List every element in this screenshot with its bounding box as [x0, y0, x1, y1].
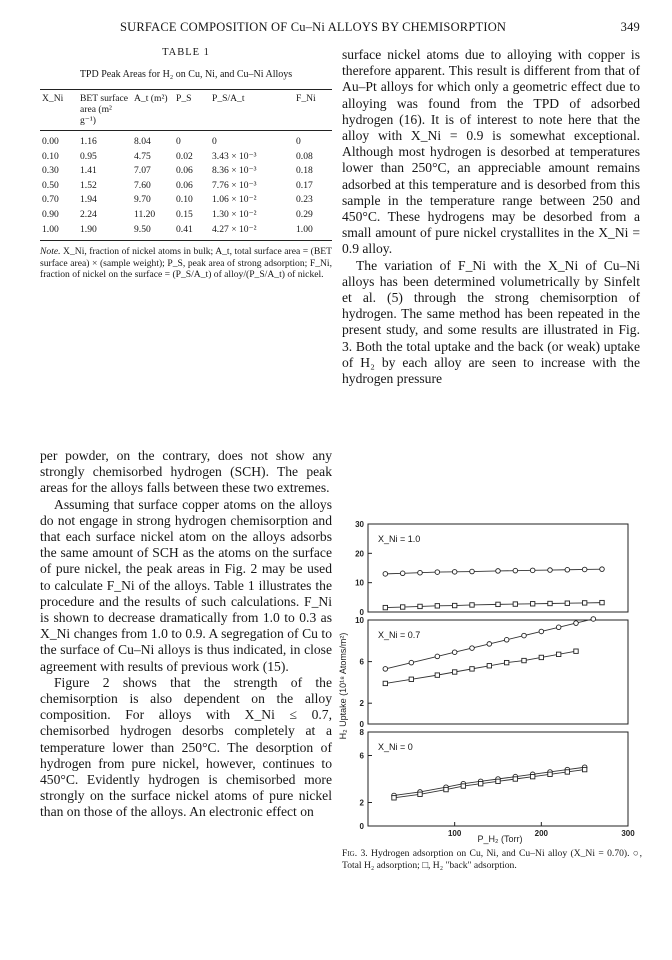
left-paragraph: Figure 2 shows that the strength of the chemisorption is also dependent on the alloy composition. For alloys with X_Ni ≤ 0.7, chemisorbed hydrogen desorbs completely at a temperature lower than 250°C. The desorption of hydrogen from pure nickel, however, continues to 450°C. Evidently hydrogen is chemisorbed more strongly on the surface nickel atoms of pure nickel than on those of the alloys. An electronic effect on [40, 674, 332, 820]
data-point-square [452, 603, 456, 607]
table-cell: 1.41 [80, 165, 97, 177]
table-cell: 1.16 [80, 136, 97, 147]
y-tick-label: 20 [355, 549, 364, 559]
data-point-square [539, 655, 543, 659]
table-caption: TPD Peak Areas for H₂ on Cu, Ni, and Cu–Ni Alloys [79, 69, 293, 80]
data-point-square [383, 605, 387, 609]
x-tick-label: 200 [534, 829, 549, 838]
data-point-circle [470, 646, 475, 651]
data-point-square [582, 601, 586, 605]
table-1 [40, 47, 332, 281]
table-cell: 11.20 [134, 208, 156, 220]
data-point-square [435, 604, 439, 608]
data-point-circle [452, 650, 457, 655]
data-point-square [548, 601, 552, 605]
data-point-square [513, 602, 517, 606]
right-paragraph: surface nickel atoms due to alloying with copper is therefore apparent. This result is different from that of Au–Pt alloys for which only a geometric effect due to alloying was found from the TPD of adsorbed hydrogen (16). It is of interest to note here that the alloy with X_Ni = 0.9 is somewhat exceptional. Although most hydrogen is desorbed at temperatures lower than 250°C, an appreciable amount remains adsorbed at this temperature and is desorbed from this sample in the temperature range between 250 and 450°C. These hydrogens may be desorbed from a small amount of pure nickel crystallites in the X_Ni = 0.9 alloy. [342, 47, 640, 257]
y-tick-label: 8 [359, 728, 364, 737]
table-row [40, 179, 332, 194]
data-point-circle [591, 617, 596, 622]
left-column [40, 448, 332, 821]
header-fni: F_Ni [296, 93, 316, 104]
data-point-square [435, 673, 439, 677]
data-point-circle [496, 569, 501, 574]
y-tick-label: 6 [359, 751, 364, 761]
data-point-square [530, 602, 534, 606]
panel-label: X_Ni = 1.0 [378, 534, 421, 544]
data-point-circle [452, 570, 457, 575]
data-point-circle [513, 568, 518, 573]
y-tick-label: 2 [359, 798, 364, 808]
table-cell: 4.75 [134, 150, 151, 162]
table-cell: 0.30 [42, 165, 59, 177]
y-tick-label: 2 [359, 699, 364, 709]
y-tick-label: 0 [359, 720, 364, 729]
data-point-square [513, 777, 517, 781]
data-point-square [496, 779, 500, 783]
data-point-circle [504, 637, 509, 642]
data-point-circle [574, 621, 579, 626]
table-cell: 0 [296, 136, 301, 147]
table-cell: 0.18 [296, 165, 313, 177]
data-point-square [418, 792, 422, 796]
table-cell: 7.07 [134, 165, 151, 177]
data-point-circle [582, 567, 587, 572]
panel-label: X_Ni = 0.7 [378, 630, 421, 640]
table-cell: 0 [176, 136, 181, 147]
figure-caption-text: Hydrogen adsorption on Cu, Ni, and Cu–Ni alloy (X_Ni = 0.70). ○, Total H₂ adsorption; □, H₂ "back" adsorption. [342, 848, 642, 871]
header-bet: BET surface area (m² g⁻¹) [80, 93, 129, 126]
left-paragraph: Assuming that surface copper atoms on the alloys do not engage in strong hydrogen chemisorption and that each surface nickel atom on the alloys adsorbs the same amount of SCH as the atoms on the surface of pure nickel, the peak areas in Fig. 2 may be used to calculate F_Ni of the alloys. Table 1 illustrates the procedure and the results of such calculations. F_Ni is shown to decrease dramatically from 1.0 to 0.3 as X_Ni changes from 1.0 to 0.9. A segregation of Cu to the surface of Cu–Ni alloys is thus indicated, in close agreement with results of previous work (15). [40, 496, 332, 674]
table-cell: 2.24 [80, 208, 97, 220]
data-point-square [418, 604, 422, 608]
y-tick-label: 0 [359, 608, 364, 617]
data-point-square [600, 600, 604, 604]
data-point-circle [565, 567, 570, 572]
data-point-circle [600, 567, 605, 572]
table-row [40, 223, 332, 241]
table-label: TABLE 1 [162, 47, 210, 58]
table-cell: 0 [212, 136, 217, 147]
table-row [40, 193, 332, 208]
header-at: A_t (m²) [134, 93, 168, 104]
data-point-square [565, 601, 569, 605]
data-point-square [409, 677, 413, 681]
table-header-row [40, 90, 332, 131]
table-cell: 0.02 [176, 150, 193, 162]
x-axis-label: P_H₂ (Torr) [477, 834, 523, 844]
data-point-square [530, 774, 534, 778]
panel-label: X_Ni = 0 [378, 742, 413, 752]
table-cell: 0.41 [176, 223, 193, 235]
data-point-circle [409, 660, 414, 665]
data-point-square [478, 782, 482, 786]
data-point-circle [383, 572, 388, 577]
table-cell: 0.90 [42, 208, 59, 220]
header-ps: P_S [176, 93, 192, 104]
table-cell: 0.08 [296, 150, 313, 162]
table-cell: 8.36 × 10⁻³ [212, 165, 257, 177]
data-point-square [470, 603, 474, 607]
data-point-square [496, 602, 500, 606]
table-cell: 1.94 [80, 194, 97, 206]
figure-caption-label: Fig. 3. [342, 848, 368, 859]
table-cell: 3.43 × 10⁻³ [212, 150, 257, 162]
figure-caption [342, 848, 642, 872]
data-point-circle [470, 569, 475, 574]
table-cell: 0.70 [42, 194, 59, 206]
y-tick-label: 6 [359, 657, 364, 667]
data-point-circle [487, 642, 492, 647]
data-point-square [504, 660, 508, 664]
x-tick-label: 300 [621, 829, 635, 838]
data-point-circle [400, 571, 405, 576]
table-cell: 1.52 [80, 179, 97, 191]
figure-3 [338, 516, 648, 846]
data-point-square [444, 787, 448, 791]
table-cell: 1.00 [42, 223, 59, 235]
table-row [40, 164, 332, 179]
table-cell: 0.17 [296, 179, 313, 191]
table-cell: 0.15 [176, 208, 193, 220]
data-point-circle [383, 667, 388, 672]
running-head-title: SURFACE COMPOSITION OF Cu–Ni ALLOYS BY CHEMISORPTION [120, 20, 507, 34]
table-row [40, 208, 332, 223]
data-point-square [392, 796, 396, 800]
data-point-circle [418, 570, 423, 575]
table-cell: 0.06 [176, 179, 193, 191]
left-paragraph: per powder, on the contrary, does not show any strongly chemisorbed hydrogen (SCH). The peak areas for the alloys falls between these two extremes. [40, 448, 332, 496]
data-point-circle [548, 568, 553, 573]
data-point-circle [539, 629, 544, 634]
table-cell: 4.27 × 10⁻² [212, 223, 257, 235]
data-point-square [452, 670, 456, 674]
table-cell: 9.70 [134, 194, 151, 206]
data-point-square [574, 649, 578, 653]
y-tick-label: 30 [355, 520, 364, 529]
table-cell: 1.00 [296, 223, 313, 235]
data-point-circle [435, 654, 440, 659]
table-cell: 0.95 [80, 150, 97, 162]
data-point-square [556, 652, 560, 656]
header-ps-at: P_S/A_t [212, 93, 245, 104]
y-tick-label: 0 [359, 822, 364, 831]
table-note [40, 246, 332, 281]
table-cell: 7.76 × 10⁻³ [212, 179, 257, 191]
data-point-square [470, 667, 474, 671]
y-axis-label: H₂ Uptake (10¹⁸ Atoms/m²) [338, 632, 348, 740]
table-cell: 0.29 [296, 208, 313, 220]
y-tick-label: 10 [355, 578, 364, 588]
table-cell: 1.06 × 10⁻² [212, 194, 257, 206]
data-point-circle [522, 633, 527, 638]
data-point-square [582, 767, 586, 771]
table-row [40, 131, 332, 150]
data-point-square [400, 605, 404, 609]
table-note-label: Note. [40, 246, 61, 258]
table-cell: 0.06 [176, 165, 193, 177]
table-cell: 1.30 × 10⁻² [212, 208, 257, 220]
data-point-square [548, 772, 552, 776]
y-tick-label: 10 [355, 616, 364, 625]
table-cell: 0.23 [296, 194, 313, 206]
table-cell: 1.90 [80, 223, 97, 235]
table-cell: 0.10 [42, 150, 59, 162]
data-point-square [383, 681, 387, 685]
header-xni: X_Ni [42, 93, 64, 104]
right-column [342, 47, 640, 387]
data-point-circle [556, 625, 561, 630]
table-cell: 9.50 [134, 223, 151, 235]
data-point-square [522, 658, 526, 662]
data-point-circle [435, 570, 440, 575]
data-point-square [461, 784, 465, 788]
table-note-text: X_Ni, fraction of nickel atoms in bulk; A_t, total surface area = (BET surface area) × (sample weight); P_S, peak area of strong adsorption; F_Ni, fraction of nickel on the surface = (P_S/A_t) of alloy/(P_S/A_t) of nickel. [40, 246, 332, 281]
table-row [40, 150, 332, 165]
tpd-table [40, 89, 332, 241]
x-tick-label: 100 [447, 829, 462, 838]
table-cell: 0.00 [42, 136, 59, 147]
table-cell: 7.60 [134, 179, 151, 191]
table-cell: 0.50 [42, 179, 59, 191]
table-body [40, 131, 332, 241]
table-cell: 0.10 [176, 194, 193, 206]
page-number: 349 [620, 20, 640, 34]
table-cell: 8.04 [134, 136, 151, 147]
data-point-circle [530, 568, 535, 573]
data-point-square [565, 770, 569, 774]
right-paragraph: The variation of F_Ni with the X_Ni of Cu–Ni alloys has been determined volumetrically by Sinfelt et al. (5) through the strong chemisorption of hydrogen. The same method has been repeated in the present study, and some results are illustrated in Fig. 3. Both the total uptake and the back (or weak) uptake of H₂ by each alloy are seen to increase with the hydrogen pressure [342, 257, 640, 387]
data-point-square [487, 664, 491, 668]
figure-3-chart [338, 516, 648, 846]
